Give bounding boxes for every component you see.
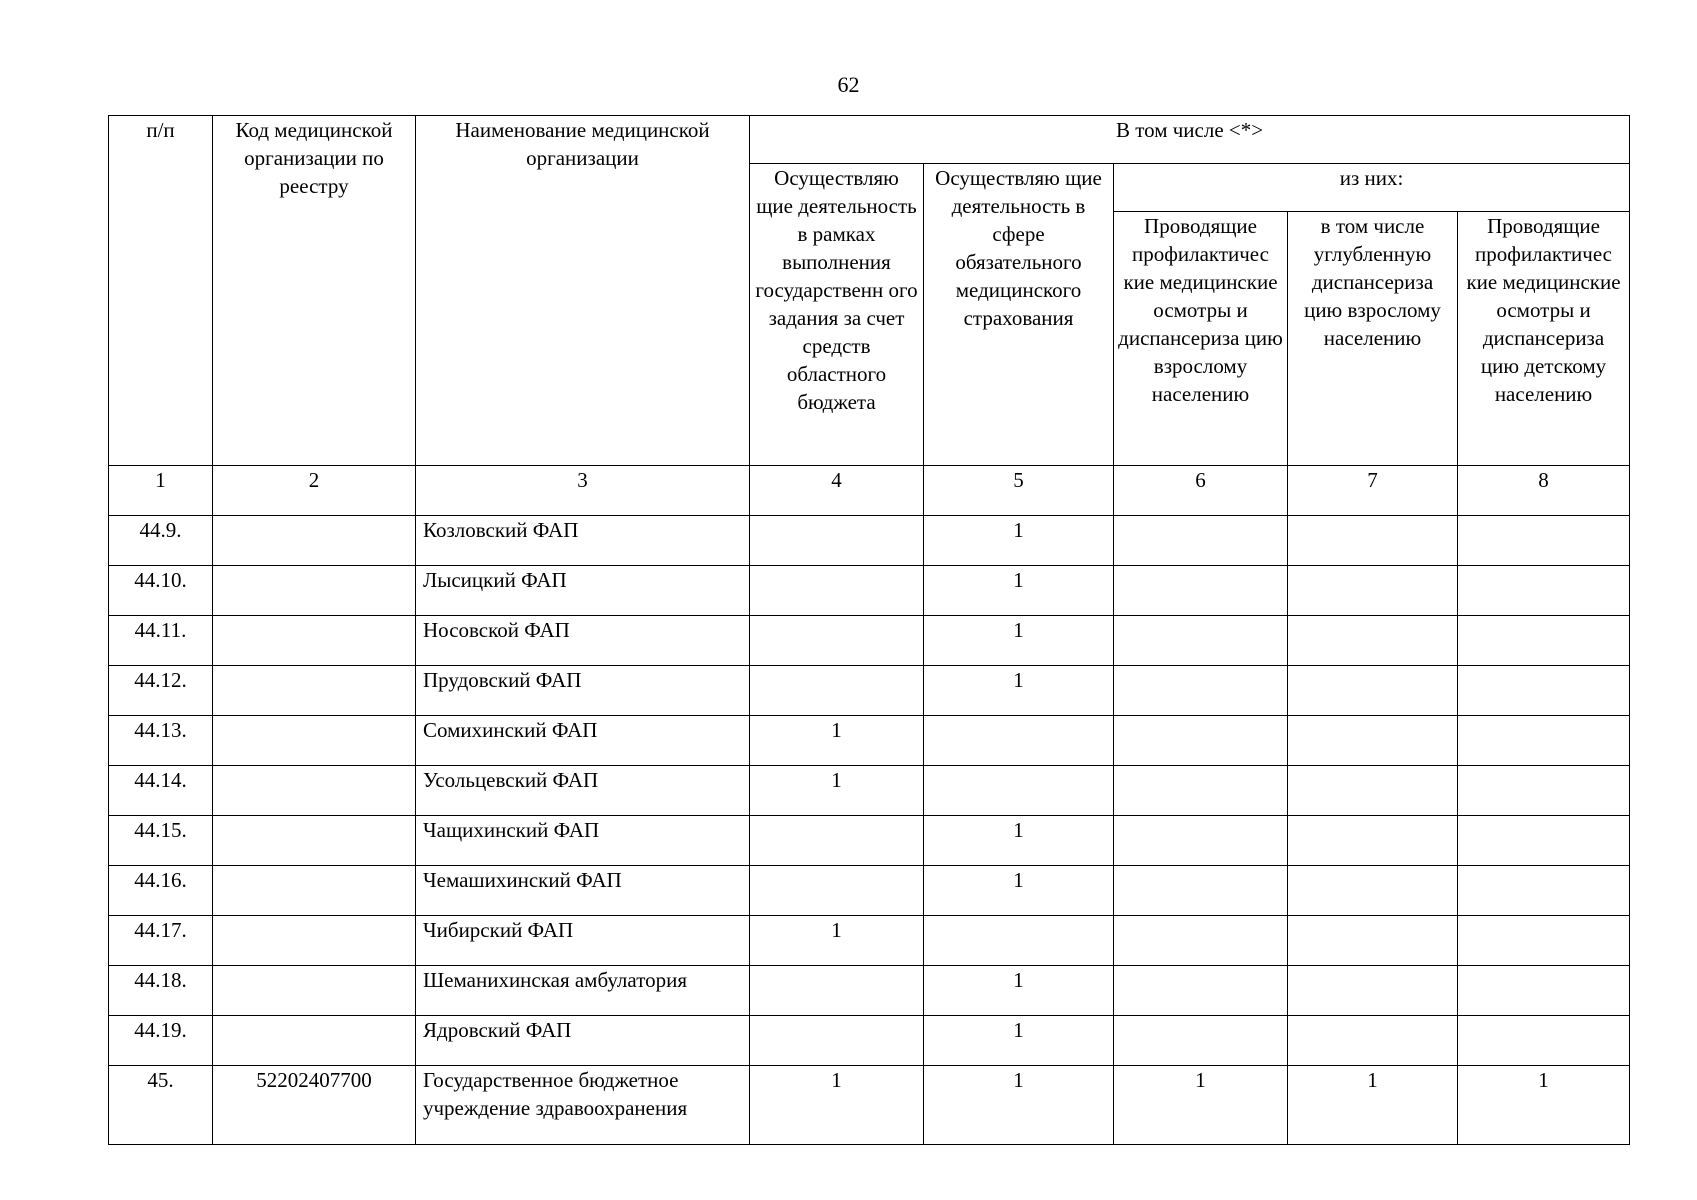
state-task-value <box>750 516 924 566</box>
oms-value: 1 <box>924 616 1114 666</box>
header-subgroup-of-them: из них: <box>1114 164 1630 212</box>
table-row <box>109 566 1630 616</box>
org-name: Ядровский ФАП <box>416 1016 750 1066</box>
oms-value: 1 <box>924 666 1114 716</box>
adult-checkups-value <box>1114 866 1288 916</box>
table-row <box>109 966 1630 1016</box>
row-number: 44.13. <box>109 716 213 766</box>
table-row <box>109 766 1630 816</box>
org-code <box>213 866 416 916</box>
deep-checkups-value <box>1288 516 1458 566</box>
deep-checkups-value <box>1288 766 1458 816</box>
oms-value: 1 <box>924 966 1114 1016</box>
oms-value: 1 <box>924 1066 1114 1145</box>
state-task-value <box>750 966 924 1016</box>
column-number: 8 <box>1458 466 1630 516</box>
table-row <box>109 616 1630 666</box>
org-name: Лысицкий ФАП <box>416 566 750 616</box>
org-name: Козловский ФАП <box>416 516 750 566</box>
org-code <box>213 566 416 616</box>
table-row <box>109 666 1630 716</box>
org-name: Прудовский ФАП <box>416 666 750 716</box>
state-task-value <box>750 1016 924 1066</box>
deep-checkups-value <box>1288 666 1458 716</box>
row-number: 45. <box>109 1066 213 1145</box>
header-state-task: Осуществляю щие деятельность в рамках выполнения государственн ого задания за счет средств областного бюджета <box>750 164 924 466</box>
oms-value <box>924 716 1114 766</box>
table-body <box>109 466 1630 1145</box>
header-child-checkups: Проводящие профилактичес кие медицинские осмотры и диспансериза цию детскому населению <box>1458 212 1630 466</box>
org-code <box>213 716 416 766</box>
org-name: Государственное бюджетное учреждение здравоохранения <box>416 1066 750 1145</box>
header-oms: Осуществляю щие деятельность в сфере обязательного медицинского страхования <box>924 164 1114 466</box>
row-number: 44.16. <box>109 866 213 916</box>
table-row <box>109 1016 1630 1066</box>
child-checkups-value <box>1458 916 1630 966</box>
state-task-value: 1 <box>750 916 924 966</box>
state-task-value <box>750 616 924 666</box>
oms-value: 1 <box>924 816 1114 866</box>
deep-checkups-value <box>1288 816 1458 866</box>
deep-checkups-value <box>1288 716 1458 766</box>
oms-value: 1 <box>924 1016 1114 1066</box>
state-task-value <box>750 816 924 866</box>
adult-checkups-value <box>1114 966 1288 1016</box>
deep-checkups-value <box>1288 866 1458 916</box>
page-number: 62 <box>837 72 860 97</box>
org-name: Чемашихинский ФАП <box>416 866 750 916</box>
child-checkups-value <box>1458 1016 1630 1066</box>
child-checkups-value <box>1458 716 1630 766</box>
column-number: 7 <box>1288 466 1458 516</box>
org-code <box>213 966 416 1016</box>
table-row <box>109 1066 1630 1145</box>
row-number: 44.12. <box>109 666 213 716</box>
child-checkups-value <box>1458 516 1630 566</box>
organizations-table <box>108 115 1630 1145</box>
org-code <box>213 616 416 666</box>
deep-checkups-value <box>1288 566 1458 616</box>
oms-value <box>924 766 1114 816</box>
row-number: 44.18. <box>109 966 213 1016</box>
header-group-including: В том числе <*> <box>750 116 1630 164</box>
org-code <box>213 816 416 866</box>
column-number: 3 <box>416 466 750 516</box>
state-task-value <box>750 566 924 616</box>
child-checkups-value <box>1458 666 1630 716</box>
deep-checkups-value <box>1288 1016 1458 1066</box>
oms-value: 1 <box>924 566 1114 616</box>
adult-checkups-value <box>1114 666 1288 716</box>
org-name: Носовской ФАП <box>416 616 750 666</box>
deep-checkups-value: 1 <box>1288 1066 1458 1145</box>
oms-value: 1 <box>924 866 1114 916</box>
row-number: 44.17. <box>109 916 213 966</box>
child-checkups-value <box>1458 816 1630 866</box>
org-code <box>213 666 416 716</box>
oms-value: 1 <box>924 516 1114 566</box>
org-code: 52202407700 <box>213 1066 416 1145</box>
child-checkups-value <box>1458 616 1630 666</box>
column-number: 4 <box>750 466 924 516</box>
adult-checkups-value <box>1114 516 1288 566</box>
adult-checkups-value: 1 <box>1114 1066 1288 1145</box>
state-task-value: 1 <box>750 766 924 816</box>
adult-checkups-value <box>1114 716 1288 766</box>
org-name: Сомихинский ФАП <box>416 716 750 766</box>
row-number: 44.15. <box>109 816 213 866</box>
header-deep-checkups: в том числе углубленную диспансериза цию взрослому населению <box>1288 212 1458 466</box>
state-task-value <box>750 866 924 916</box>
column-number: 1 <box>109 466 213 516</box>
org-name: Чибирский ФАП <box>416 916 750 966</box>
org-name: Усольцевский ФАП <box>416 766 750 816</box>
adult-checkups-value <box>1114 1016 1288 1066</box>
header-row-number: п/п <box>109 116 213 466</box>
adult-checkups-value <box>1114 916 1288 966</box>
oms-value <box>924 916 1114 966</box>
column-number: 6 <box>1114 466 1288 516</box>
adult-checkups-value <box>1114 816 1288 866</box>
column-number: 2 <box>213 466 416 516</box>
table-row <box>109 516 1630 566</box>
header-org-code: Код медицинской организации по реестру <box>213 116 416 466</box>
org-code <box>213 516 416 566</box>
state-task-value: 1 <box>750 1066 924 1145</box>
org-name: Чащихинский ФАП <box>416 816 750 866</box>
adult-checkups-value <box>1114 766 1288 816</box>
table-row <box>109 916 1630 966</box>
child-checkups-value <box>1458 966 1630 1016</box>
row-number: 44.14. <box>109 766 213 816</box>
org-name: Шеманихинская амбулатория <box>416 966 750 1016</box>
row-number: 44.19. <box>109 1016 213 1066</box>
state-task-value <box>750 666 924 716</box>
deep-checkups-value <box>1288 916 1458 966</box>
table-row <box>109 816 1630 866</box>
deep-checkups-value <box>1288 966 1458 1016</box>
column-numbers-row <box>109 466 1630 516</box>
adult-checkups-value <box>1114 616 1288 666</box>
org-code <box>213 1016 416 1066</box>
state-task-value: 1 <box>750 716 924 766</box>
org-code <box>213 916 416 966</box>
column-number: 5 <box>924 466 1114 516</box>
deep-checkups-value <box>1288 616 1458 666</box>
table-row <box>109 716 1630 766</box>
adult-checkups-value <box>1114 566 1288 616</box>
child-checkups-value <box>1458 766 1630 816</box>
child-checkups-value: 1 <box>1458 1066 1630 1145</box>
header-org-name: Наименование медицинской организации <box>416 116 750 466</box>
table-row <box>109 866 1630 916</box>
row-number: 44.9. <box>109 516 213 566</box>
org-code <box>213 766 416 816</box>
header-adult-checkups: Проводящие профилактичес кие медицинские осмотры и диспансериза цию взрослому населению <box>1114 212 1288 466</box>
row-number: 44.10. <box>109 566 213 616</box>
row-number: 44.11. <box>109 616 213 666</box>
child-checkups-value <box>1458 566 1630 616</box>
child-checkups-value <box>1458 866 1630 916</box>
